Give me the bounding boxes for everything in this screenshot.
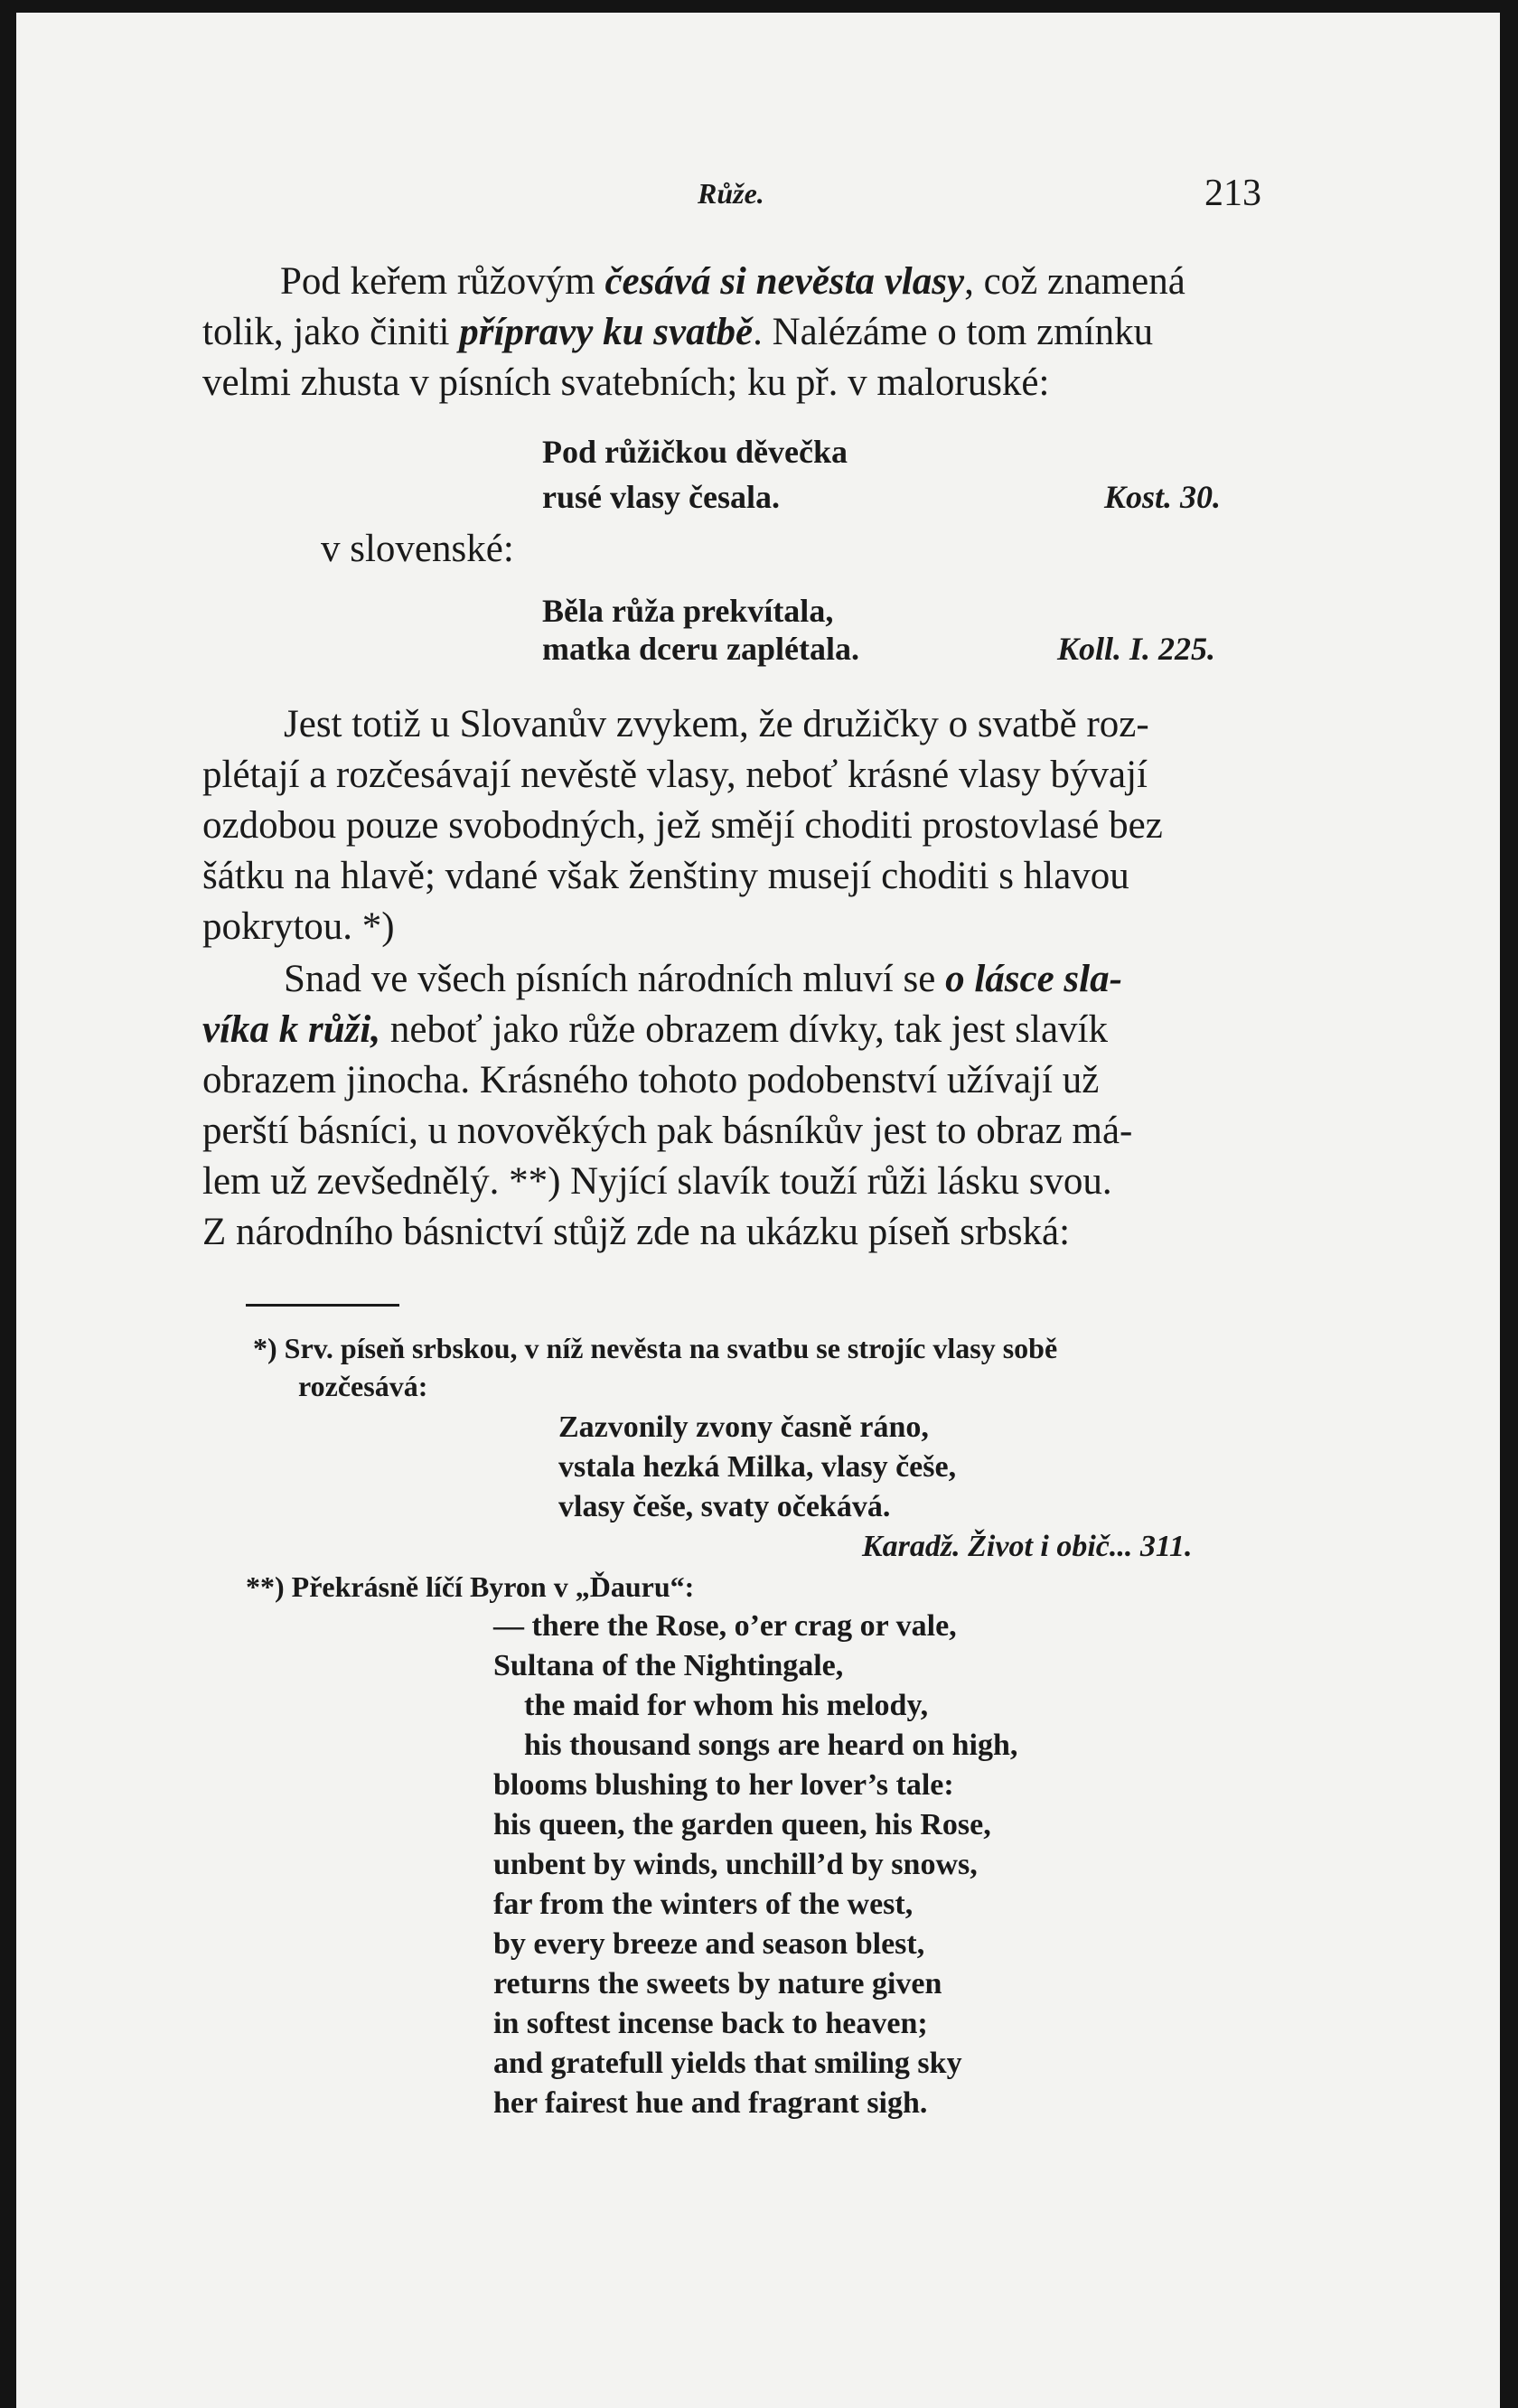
quote2-line1: Běla růža prekvítala, — [542, 593, 834, 629]
para2-line5: pokrytou. *) — [202, 905, 395, 948]
quote2-line2: matka dceru zaplétala. — [542, 631, 859, 667]
footnote-rule — [246, 1304, 399, 1307]
footnote2-line1: **) Překrásně líčí Byron v „Ďauru“: — [246, 1570, 695, 1603]
byron-verse-1: — there the Rose, o’er crag or vale, — [493, 1609, 957, 1643]
para3-line1: Snad ve všech písních národních mluví se o lásce sla- — [284, 958, 1122, 1000]
para2-line1: Jest totiž u Slovanův zvykem, že družičky o svatbě roz- — [284, 703, 1149, 745]
quote2-ref: Koll. I. 225. — [1057, 631, 1216, 667]
footnote1-ref: Karadž. Život i obič... 311. — [862, 1530, 1193, 1563]
para3-line5: lem už zevšednělý. **) Nyjící slavík touží růži lásku svou. — [202, 1160, 1112, 1203]
byron-verse-5: blooms blushing to her lover’s tale: — [493, 1768, 954, 1802]
para3-line4: perští básníci, u novověkých pak básníkův jest to obraz má- — [202, 1110, 1133, 1152]
footnote1-verse3: vlasy češe, svaty očekává. — [558, 1490, 891, 1523]
para1-line2: tolik, jako činiti přípravy ku svatbě. Nalézáme o tom zmínku — [202, 311, 1154, 353]
quote1-line2: rusé vlasy česala. — [542, 479, 780, 515]
label-slovak: v slovenské: — [321, 528, 514, 570]
para3-line3: obrazem jinocha. Krásného tohoto podobenství užívají už — [202, 1059, 1100, 1101]
quote1-line1: Pod růžičkou děvečka — [542, 434, 848, 470]
byron-verse-12: and gratefull yields that smiling sky — [493, 2047, 962, 2080]
byron-verse-3: the maid for whom his melody, — [524, 1689, 929, 1722]
para2-line3: ozdobou pouze svobodných, jež smějí choditi prostovlasé bez — [202, 804, 1163, 847]
footnote1-line2: rozčesává: — [298, 1370, 428, 1402]
footnote1-verse1: Zazvonily zvony časně ráno, — [558, 1410, 929, 1444]
para3-line6: Z národního básnictví stůjž zde na ukázku píseň srbská: — [202, 1211, 1071, 1253]
para3-line2: víka k růži, neboť jako růže obrazem dívky, tak jest slavík — [202, 1008, 1108, 1051]
para2-line4: šátku na hlavě; vdané však ženštiny musejí choditi s hlavou — [202, 855, 1129, 897]
footnote1-line1: *) Srv. píseň srbskou, v níž nevěsta na svatbu se strojíc vlasy sobě — [253, 1332, 1058, 1364]
para2-line2: plétají a rozčesávají nevěstě vlasy, neboť krásné vlasy bývají — [202, 754, 1148, 796]
byron-verse-8: far from the winters of the west, — [493, 1888, 914, 1921]
byron-verse-6: his queen, the garden queen, his Rose, — [493, 1808, 991, 1841]
byron-verse-13: her fairest hue and fragrant sigh. — [493, 2086, 928, 2120]
byron-verse-10: returns the sweets by nature given — [493, 1967, 942, 2000]
footnote1-verse2: vstala hezká Milka, vlasy češe, — [558, 1450, 957, 1484]
quote1-ref: Kost. 30. — [1104, 479, 1222, 515]
para1-line1: Pod keřem růžovým česává si nevěsta vlasy, což znamená — [280, 260, 1185, 303]
para1-line3: velmi zhusta v písních svatebních; ku př. v maloruské: — [202, 361, 1050, 404]
page-number: 213 — [1204, 173, 1261, 214]
byron-verse-9: by every breeze and season blest, — [493, 1927, 925, 1961]
byron-verse-11: in softest incense back to heaven; — [493, 2007, 928, 2040]
byron-verse-7: unbent by winds, unchill’d by snows, — [493, 1848, 978, 1881]
running-head: Růže. — [698, 177, 764, 210]
byron-verse-2: Sultana of the Nightingale, — [493, 1649, 844, 1682]
byron-verse-4: his thousand songs are heard on high, — [524, 1729, 1018, 1762]
